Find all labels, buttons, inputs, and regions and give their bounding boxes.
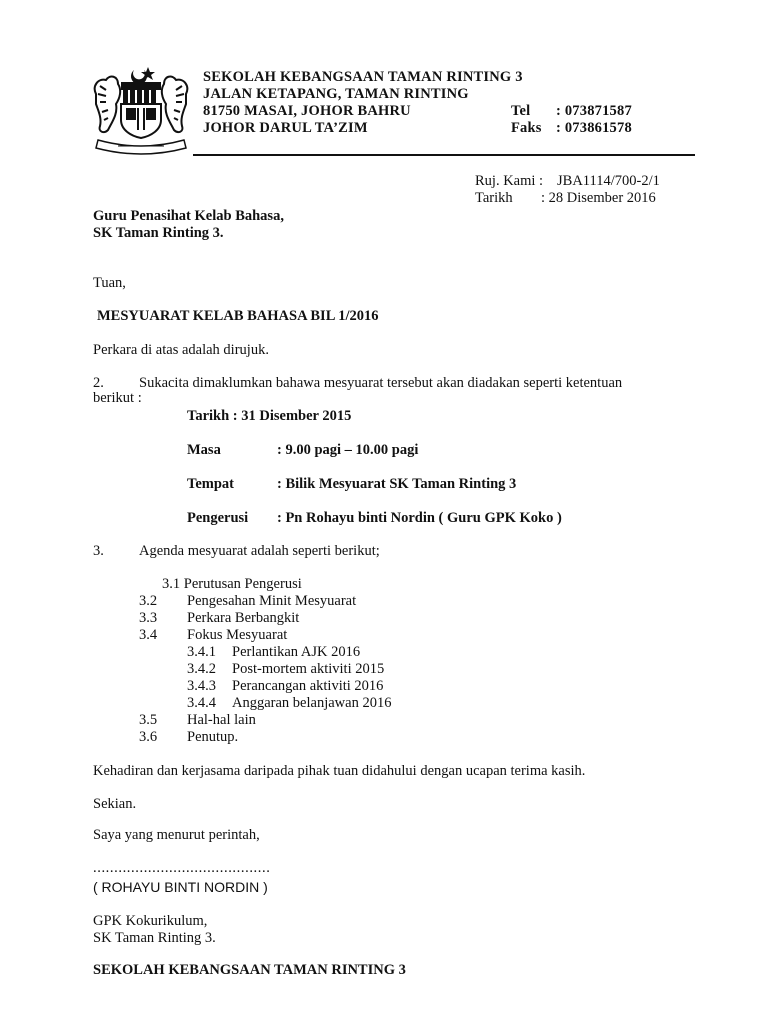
paragraph-2-number: 2. <box>93 375 104 391</box>
fax-value: : 073861578 <box>556 120 632 136</box>
meeting-chair-label: Pengerusi <box>187 510 249 526</box>
agenda-item-number: 3.2 <box>139 593 158 609</box>
meeting-time-label: Masa <box>187 442 221 458</box>
header-divider <box>193 154 695 156</box>
agenda-item-number: 3.6 <box>139 729 158 745</box>
coat-of-arms-emblem <box>88 64 194 156</box>
signature-line: .......................................... <box>93 860 271 876</box>
recipient-line-1: Guru Penasihat Kelab Bahasa, <box>93 208 284 224</box>
paragraph-3-text: Agenda mesyuarat adalah seperti berikut; <box>139 543 380 559</box>
closing-sekian: Sekian. <box>93 796 137 812</box>
paragraph-2-text-cont: berikut : <box>93 390 142 406</box>
agenda-subitem-number: 3.4.1 <box>187 644 216 660</box>
agenda-item-number: 3.4 <box>139 627 158 643</box>
agenda-subitem-number: 3.4.2 <box>187 661 216 677</box>
paragraph-2-text: Sukacita dimaklumkan bahawa mesyuarat tersebut akan diadakan seperti ketentuan <box>139 375 623 391</box>
agenda-item: Pengesahan Minit Mesyuarat <box>187 593 357 609</box>
reference-label: Ruj. Kami : <box>475 173 544 189</box>
reference-number: JBA1114/700-2/1 <box>557 173 660 189</box>
closing-thanks: Kehadiran dan kerjasama daripada pihak tuan didahului dengan ucapan terima kasih. <box>93 763 586 779</box>
fax-label: Faks <box>511 120 542 136</box>
signatory-name: ( ROHAYU BINTI NORDIN ) <box>93 879 268 895</box>
agenda-item-number: 3.3 <box>139 610 158 626</box>
closing-perintah: Saya yang menurut perintah, <box>93 827 260 843</box>
letter-date: : 28 Disember 2016 <box>541 190 656 206</box>
address-line-1: JALAN KETAPANG, TAMAN RINTING <box>203 86 469 102</box>
paragraph-1: Perkara di atas adalah dirujuk. <box>93 342 269 358</box>
meeting-place-label: Tempat <box>187 476 234 492</box>
address-line-2: 81750 MASAI, JOHOR BAHRU <box>203 103 411 119</box>
paragraph-3-number: 3. <box>93 543 104 559</box>
agenda-subitem: Anggaran belanjawan 2016 <box>232 695 392 711</box>
agenda-item: Fokus Mesyuarat <box>187 627 288 643</box>
salutation: Tuan, <box>93 275 126 291</box>
tel-value: : 073871587 <box>556 103 632 119</box>
agenda-subitem: Perlantikan AJK 2016 <box>232 644 361 660</box>
agenda-item: Hal-hal lain <box>187 712 256 728</box>
agenda-subitem: Perancangan aktiviti 2016 <box>232 678 384 694</box>
meeting-date: Tarikh : 31 Disember 2015 <box>187 408 352 424</box>
school-name: SEKOLAH KEBANGSAAN TAMAN RINTING 3 <box>203 69 523 85</box>
address-line-3: JOHOR DARUL TA’ZIM <box>203 120 368 136</box>
meeting-time: : 9.00 pagi – 10.00 pagi <box>277 442 419 458</box>
agenda-item: Perkara Berbangkit <box>187 610 300 626</box>
footer-school-name: SEKOLAH KEBANGSAAN TAMAN RINTING 3 <box>93 962 406 978</box>
letter-subject: MESYUARAT KELAB BAHASA BIL 1/2016 <box>97 308 379 324</box>
signatory-organization: SK Taman Rinting 3. <box>93 930 216 946</box>
agenda-item-number: 3.5 <box>139 712 158 728</box>
recipient-line-2: SK Taman Rinting 3. <box>93 225 224 241</box>
meeting-place: : Bilik Mesyuarat SK Taman Rinting 3 <box>277 476 517 492</box>
signatory-position: GPK Kokurikulum, <box>93 913 208 929</box>
meeting-chair: : Pn Rohayu binti Nordin ( Guru GPK Koko ) <box>277 510 562 526</box>
agenda-subitem-number: 3.4.3 <box>187 678 216 694</box>
agenda-item: 3.1 Perutusan Pengerusi <box>162 576 302 592</box>
letter-date-label: Tarikh <box>475 190 513 206</box>
tel-label: Tel <box>511 103 531 119</box>
agenda-item: Penutup. <box>187 729 239 745</box>
agenda-subitem-number: 3.4.4 <box>187 695 216 711</box>
agenda-subitem: Post-mortem aktiviti 2015 <box>232 661 385 677</box>
